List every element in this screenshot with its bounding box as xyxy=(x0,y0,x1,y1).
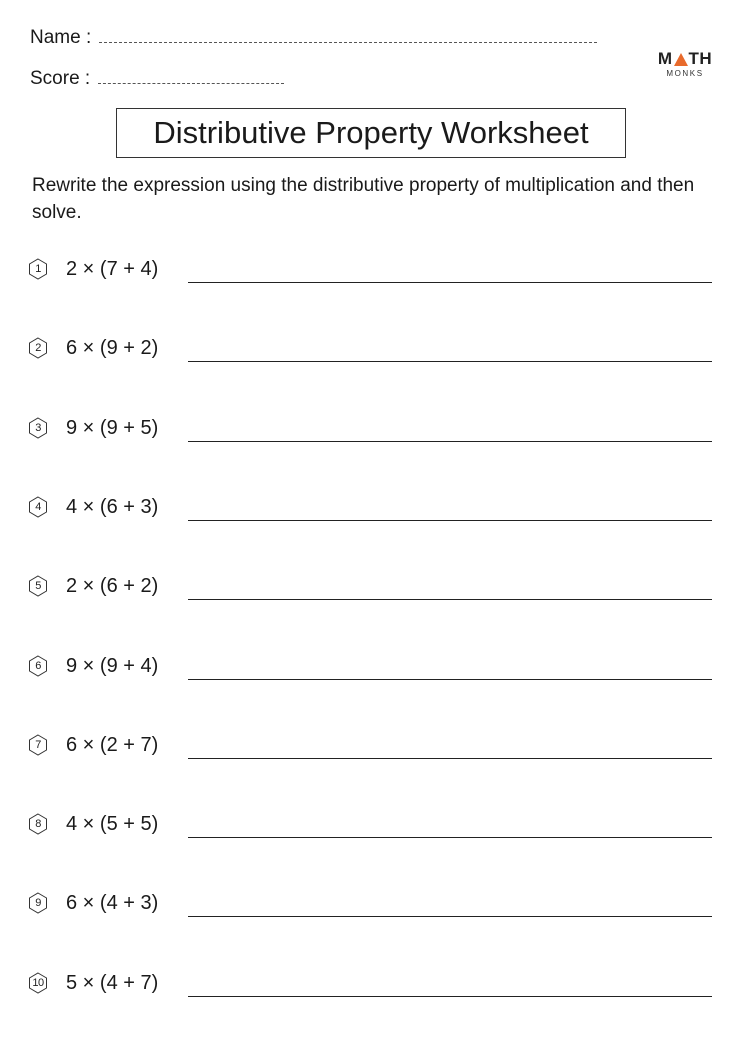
problem-expression: 4 × (6 + 3) xyxy=(66,495,159,518)
hexagon-number-icon xyxy=(28,655,48,677)
problem-number: 6 xyxy=(35,659,41,672)
problem-item xyxy=(28,653,714,683)
problem-number: 2 xyxy=(35,342,41,355)
problem-number: 8 xyxy=(35,818,41,831)
problem-item xyxy=(28,335,714,365)
problem-expression: 9 × (9 + 5) xyxy=(66,416,159,439)
hexagon-number-icon xyxy=(28,972,48,994)
problem-expression: 6 × (4 + 3) xyxy=(66,892,159,915)
hexagon-number-icon xyxy=(28,734,48,756)
problem-item xyxy=(28,415,714,445)
instructions: Rewrite the expression using the distributive property of multiplication and then solve. xyxy=(32,175,695,223)
problem-number: 9 xyxy=(35,897,41,910)
answer-line[interactable] xyxy=(188,520,712,521)
answer-line[interactable] xyxy=(188,361,712,362)
logo-letter-m: M xyxy=(657,49,673,68)
logo-letters-th: TH xyxy=(688,49,713,68)
problem-number: 7 xyxy=(35,738,41,751)
problem-item xyxy=(28,811,714,841)
answer-line[interactable] xyxy=(188,996,712,997)
problem-number: 3 xyxy=(35,421,41,434)
name-label: Name : xyxy=(30,27,92,48)
hexagon-number-icon xyxy=(28,496,48,518)
problem-item xyxy=(28,256,714,286)
problem-item xyxy=(28,970,714,1000)
problem-item xyxy=(28,732,714,762)
answer-line[interactable] xyxy=(188,282,712,283)
problem-number: 1 xyxy=(35,263,41,275)
answer-line[interactable] xyxy=(188,441,712,442)
hexagon-number-icon xyxy=(28,575,48,597)
problem-item xyxy=(28,494,714,524)
problem-expression: 4 × (5 + 5) xyxy=(66,813,159,836)
answer-line[interactable] xyxy=(188,758,712,759)
problem-expression: 6 × (2 + 7) xyxy=(66,733,159,756)
score-label: Score : xyxy=(30,68,91,89)
problem-expression: 2 × (7 + 4) xyxy=(66,258,159,280)
answer-line[interactable] xyxy=(188,916,712,917)
answer-line[interactable] xyxy=(188,837,712,838)
problem-number: 5 xyxy=(35,580,41,593)
hexagon-number-icon xyxy=(28,337,48,359)
answer-line[interactable] xyxy=(188,599,712,600)
answer-line[interactable] xyxy=(188,679,712,680)
problem-number: 10 xyxy=(32,976,44,989)
problem-expression: 6 × (9 + 2) xyxy=(66,337,159,360)
problem-item xyxy=(28,573,714,603)
hexagon-number-icon xyxy=(28,258,48,280)
problem-expression: 9 × (9 + 4) xyxy=(66,654,159,677)
problem-number: 4 xyxy=(35,500,41,513)
problem-expression: 5 × (4 + 7) xyxy=(66,971,159,994)
worksheet-title-text: Distributive Property Worksheet xyxy=(153,115,589,150)
hexagon-number-icon xyxy=(28,813,48,835)
logo-subtext: MONKS xyxy=(666,69,704,78)
hexagon-number-icon xyxy=(28,892,48,914)
problem-expression: 2 × (6 + 2) xyxy=(66,575,159,598)
hexagon-number-icon xyxy=(28,417,48,439)
problem-item xyxy=(28,890,714,920)
